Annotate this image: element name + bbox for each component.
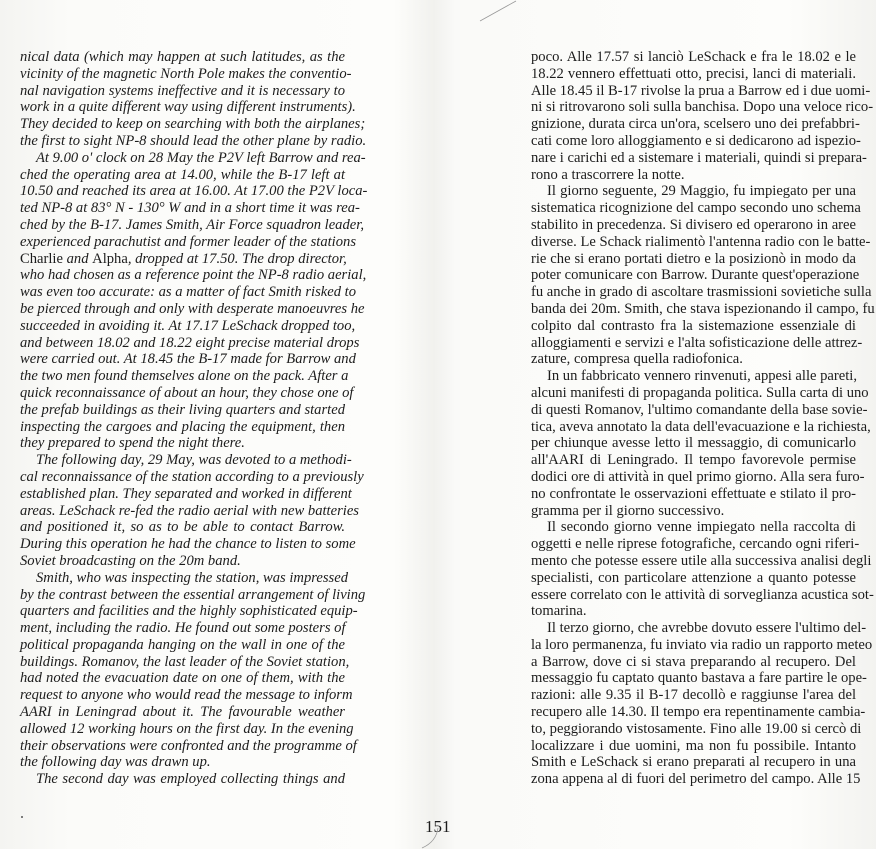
speck <box>21 816 23 818</box>
text-line: allowed 12 working hours on the first day. In the evening <box>20 720 354 737</box>
text-line: nal navigation systems ineffective and it is necessary to <box>20 82 345 99</box>
text-line: During this operation he had the chance to listen to some <box>20 536 356 553</box>
text-line: inspecting the cargoes and placing the equipment, then <box>20 418 345 435</box>
text-line: the two men found themselves alone on the pack. After a <box>20 368 349 385</box>
paragraph <box>531 49 874 183</box>
text-line: specialisti, con particolare attenzione a quanto potesse <box>531 569 856 586</box>
text-line: The second day was employed collecting things and <box>36 771 345 788</box>
text-line: had noted the evacuation date on one of them, with the <box>20 670 345 687</box>
text-line: and between 18.02 and 18.22 eight precise material drops <box>20 334 360 351</box>
text-line: rono a trascorrere la notte. <box>531 166 685 183</box>
text-line: rie che si erano portati dietro e la posizionò in modo da <box>531 250 856 267</box>
paragraph <box>20 569 366 772</box>
text-line: Charlie and Alpha, dropped at 17.50. The drop director, <box>20 250 347 267</box>
text-line: di questi Romanov, l'ultimo comandante della base sovie- <box>531 401 868 418</box>
text-line: Alle 18.45 il B-17 rivolse la prua a Barrow ed i due uomi- <box>531 82 871 99</box>
text-line: 18.22 vennero effettuati otto, precisi, lanci di materiali. <box>531 65 856 82</box>
text-line: nare i carichi ed a sistemare i materiali, quindi si prepara- <box>531 149 867 166</box>
text-line: diverse. Le Schack rialimentò l'antenna radio con le batte- <box>531 233 871 250</box>
text-line: colpito dal contrasto fra la sistemazione essenziale di <box>531 317 856 334</box>
text-line: they prepared to spend the night there. <box>20 435 245 452</box>
text-line: recupero alle 14.30. Il tempo era repentinamente cambia- <box>531 704 866 721</box>
page-corner-mark <box>478 0 518 22</box>
paragraph <box>20 452 364 570</box>
text-line: cati come loro alloggiamento e si dedicarono ad ispezio- <box>531 132 861 149</box>
text-line: localizzare i due uomini, ma non fu possibile. Intanto <box>531 737 856 754</box>
text-line: quick reconnaissance of about an hour, they chose one of <box>20 384 354 401</box>
paragraph <box>531 183 875 368</box>
page-spine-mark <box>420 828 440 849</box>
text-line: request to anyone who would read the message to inform <box>20 687 353 704</box>
text-line: messaggio fu captato quanto bastava a fare partire le ope- <box>531 670 867 687</box>
text-line: Il secondo giorno venne impiegato nella raccolta di <box>547 519 856 536</box>
text-line: no confrontate le osservazioni effettuate e stilato il pro- <box>531 485 856 502</box>
text-line: Smith, who was inspecting the station, was impressed <box>36 569 349 586</box>
text-line: experienced parachutist and former leader of the stations <box>20 233 357 250</box>
text-line: In un fabbricato vennero rinvenuti, appesi alle pareti, <box>547 368 857 385</box>
text-line: their observations were confronted and the programme of <box>20 737 357 754</box>
text-line: The following day, 29 May, was devoted to a methodi- <box>36 452 352 469</box>
text-line: mento che potesse essere utile alla successiva analisi degli <box>531 552 872 569</box>
text-line: Smith e LeSchack si erano preparati al recupero in una <box>531 754 856 771</box>
text-line: and positioned it, so as to be able to contact Barrow. <box>20 519 345 536</box>
text-line: ment, including the radio. He found out some posters of <box>20 620 346 637</box>
paragraph <box>20 771 345 788</box>
text-line: tomarina. <box>531 603 587 620</box>
text-line: work in a quite different way using different instruments). <box>20 99 356 116</box>
right-page-italian-text <box>531 49 875 788</box>
text-line: banda dei 20m. Smith, che stava ispezionando il campo, fu <box>531 300 875 317</box>
paragraph <box>531 519 874 620</box>
text-line: by the contrast between the essential arrangement of living <box>20 586 366 603</box>
text-line: la loro permanenza, fu inviato via radio un rapporto meteo <box>531 636 873 653</box>
text-line: quarters and facilities and the highly sophisticated equip- <box>20 603 358 620</box>
left-page-english-text <box>20 49 368 788</box>
text-line: succeeded in avoiding it. At 17.17 LeSchack dropped too, <box>20 317 356 334</box>
text-line: poco. Alle 17.57 si lanciò LeSchack e fra le 18.02 e le <box>531 49 856 65</box>
text-line: per chiunque avesse letto il messaggio, di comunicarlo <box>531 435 856 452</box>
text-line: ted NP-8 at 83° N - 130° W and in a short time it was rea- <box>20 200 360 217</box>
text-line: gnizione, durata circa un'ora, scelsero uno dei prefabbri- <box>531 116 860 133</box>
text-line: to, peggiorando vistosamente. Fino alle 19.00 si cercò di <box>531 720 862 737</box>
text-line: ni si ritrovarono soli sulla banchisa. Dopo una veloce rico- <box>531 99 874 116</box>
text-line: poter comunicare con Barrow. Durante quest'operazione <box>531 267 860 284</box>
text-line: political propaganda hanging on the wall in one of the <box>20 636 345 653</box>
text-line: areas. LeSchack re-fed the radio aerial with new batteries <box>20 502 359 519</box>
text-line: alcuni manifesti di propaganda politica. Sulla carta di uno <box>531 384 869 401</box>
text-line: was even too accurate: as a matter of fact Smith risked to <box>20 284 357 301</box>
text-line: the prefab buildings as their living quarters and started <box>20 401 345 418</box>
text-line: Il terzo giorno, che avrebbe dovuto essere l'ultimo del- <box>547 620 867 637</box>
text-line: razioni: alle 9.35 il B-17 decollò e raggiunse l'area del <box>531 687 856 704</box>
text-line: tica, aveva annotato la data dell'evacuazione e la richiesta, <box>531 418 871 435</box>
text-line: stabilito in precedenza. Si divisero ed operarono in aree <box>531 216 856 233</box>
text-line: sistematica ricognizione del campo secondo uno schema <box>531 200 861 217</box>
text-line: be pierced through and only with desperate manoeuvres he <box>20 300 365 317</box>
text-line: nical data (which may happen at such latitudes, as the <box>20 49 345 65</box>
text-line: fu anche in grado di ascoltare trasmissioni sovietiche sulla <box>531 284 872 301</box>
text-line: all'AARI di Leningrado. Il tempo favorevole permise <box>531 452 856 469</box>
text-line: who had chosen as a reference point the NP-8 radio aerial, <box>20 267 367 284</box>
text-line: 10.50 and reached its area at 16.00. At 17.00 the P2V loca- <box>20 183 368 200</box>
paragraph <box>20 49 367 150</box>
paragraph <box>20 149 368 452</box>
text-line: alloggiamenti e servizi e l'alta sofisticazione delle attrez- <box>531 334 863 351</box>
paragraph <box>531 620 873 788</box>
text-line: the following day was drawn up. <box>20 754 211 771</box>
text-line: essere correlato con le attività di sorveglianza acustica sot- <box>531 586 874 603</box>
text-line: established plan. They separated and worked in different <box>20 485 352 502</box>
text-line: They decided to keep on searching with both the airplanes; <box>20 116 366 133</box>
text-line: buildings. Romanov, the last leader of the Soviet station, <box>20 653 350 670</box>
text-line: ched by the B-17. James Smith, Air Force squadron leader, <box>20 216 364 233</box>
text-line: oggetti e nelle riprese fotografiche, cercando ogni riferi- <box>531 536 860 553</box>
text-line: Soviet broadcasting on the 20m band. <box>20 552 241 569</box>
text-line: AARI in Leningrad about it. The favourable weather <box>20 704 345 721</box>
text-line: a Barrow, dove ci si stava preparando al recupero. Del <box>531 653 856 670</box>
paragraph <box>531 368 871 519</box>
text-line: zature, compresa quella radiofonica. <box>531 351 743 368</box>
text-line: the first to sight NP-8 should lead the other plane by radio. <box>20 132 367 149</box>
text-line: cal reconnaissance of the station according to a previously <box>20 468 364 485</box>
text-line: Il giorno seguente, 29 Maggio, fu impiegato per una <box>547 183 856 200</box>
text-line: ched the operating area at 14.00, while the B-17 left at <box>20 166 345 183</box>
text-line: zona appena al di fuori del perimetro del campo. Alle 15 <box>531 771 861 788</box>
text-line: vicinity of the magnetic North Pole makes the conventio- <box>20 65 352 82</box>
text-line: dodici ore di attività in quel primo giorno. Alla sera furo- <box>531 468 865 485</box>
text-line: were carried out. At 18.45 the B-17 made for Barrow and <box>20 351 356 368</box>
text-line: gramma per il giorno successivo. <box>531 502 725 519</box>
page-number: 151 <box>425 817 451 836</box>
text-line: At 9.00 o' clock on 28 May the P2V left Barrow and rea- <box>36 149 366 166</box>
